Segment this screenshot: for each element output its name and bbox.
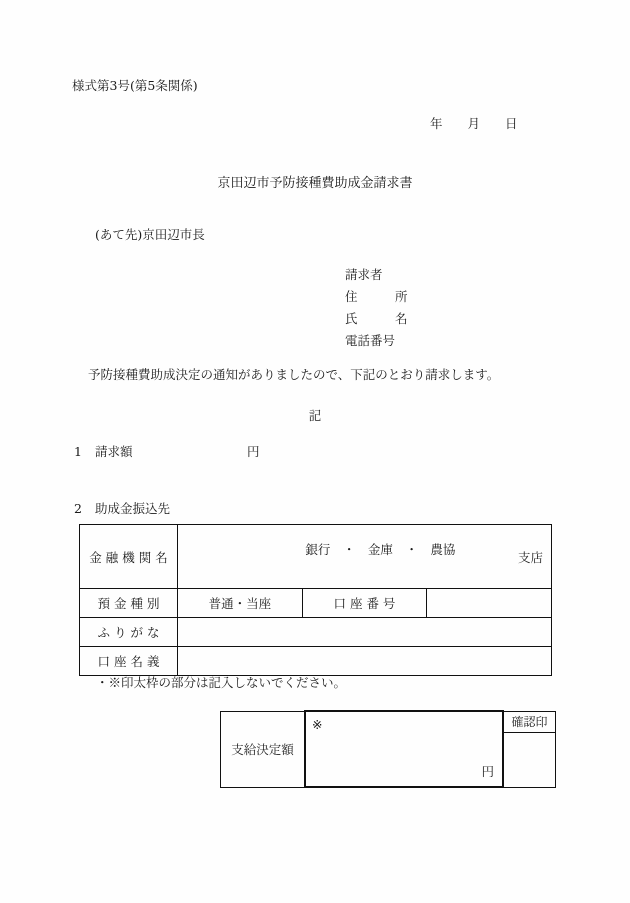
confirm-stamp-area	[504, 733, 555, 786]
confirm-stamp-wrapper	[504, 712, 555, 786]
furigana-field[interactable]	[178, 618, 552, 647]
statement-text: 予防接種費助成決定の通知がありましたので、下記のとおり請求します。	[88, 367, 500, 382]
decided-amount-label: 支給決定額	[221, 711, 306, 787]
table-row	[80, 589, 552, 618]
claimant-phone-label: 電話番号	[345, 333, 396, 348]
item-2-label: 助成金振込先	[95, 501, 171, 516]
date-line: 年 月 日	[430, 116, 518, 131]
claimant-address-label: 住 所	[345, 289, 408, 304]
bank-institution-label: 金 融 機 関 名	[80, 525, 178, 589]
deposit-type-options[interactable]: 普通・当座	[178, 589, 303, 618]
account-holder-field[interactable]	[178, 647, 552, 676]
claimant-name-label: 氏 名	[345, 311, 408, 326]
account-holder-label: 口 座 名 義	[80, 647, 178, 676]
table-row	[221, 711, 556, 787]
form-code: 様式第3号(第5条関係)	[72, 78, 198, 93]
confirm-stamp-label: 確認印	[504, 712, 555, 733]
addressee: (あて先)京田辺市長	[95, 227, 205, 242]
bank-branch-label: 支店	[517, 549, 543, 565]
claimant-heading: 請求者	[345, 267, 383, 282]
account-number-field[interactable]	[427, 589, 552, 618]
table-row	[80, 618, 552, 647]
official-use-table	[220, 710, 556, 788]
bank-institution-options: 銀行 ・ 金庫 ・ 農協	[305, 542, 456, 557]
official-use-mark: ※	[312, 717, 323, 732]
confirm-stamp-cell	[503, 711, 556, 787]
item-2-number: 2	[74, 501, 82, 516]
note-text: ・※印太枠の部分は記入しないでください。	[96, 675, 347, 690]
item-1-unit: 円	[247, 444, 260, 459]
ki-marker: 記	[308, 408, 322, 423]
bank-transfer-table	[79, 524, 552, 676]
table-row	[80, 525, 552, 589]
decided-amount-field	[305, 711, 503, 787]
furigana-label: ふ り が な	[80, 618, 178, 647]
decided-amount-unit: 円	[481, 764, 494, 779]
item-1-label: 請求額	[95, 444, 133, 459]
bank-institution-field[interactable]	[178, 525, 552, 589]
claimant-block	[345, 264, 408, 352]
page-title: 京田辺市予防接種費助成金請求書	[217, 176, 413, 191]
item-1-number: 1	[74, 444, 82, 459]
deposit-type-label: 預 金 種 別	[80, 589, 178, 618]
table-row	[80, 647, 552, 676]
account-number-label: 口 座 番 号	[302, 589, 427, 618]
